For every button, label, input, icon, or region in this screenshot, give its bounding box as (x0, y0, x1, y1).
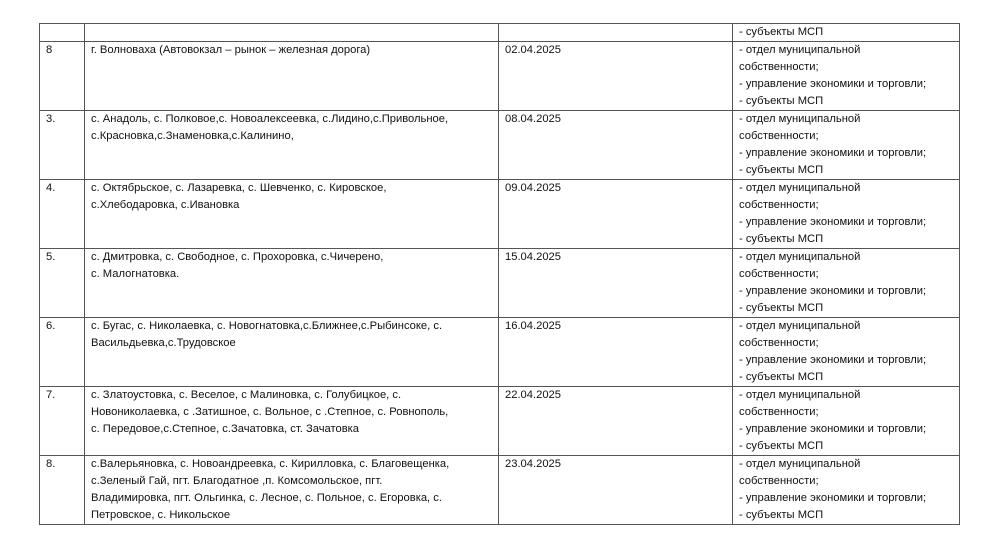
responsible-line: - субъекты МСП (739, 26, 824, 38)
table-row (40, 42, 960, 111)
responsible-line: - управление экономики и торговли; (739, 423, 927, 435)
responsible-line: - субъекты МСП (739, 440, 824, 452)
locations-line: с.Валерьяновка, с. Новоандреевка, с. Кирилловка, с. Благовещенка, (91, 458, 450, 470)
responsible-cell (733, 249, 960, 318)
responsible-line: - отдел муниципальной (739, 113, 861, 125)
responsible-cell (733, 387, 960, 456)
responsible-line: - субъекты МСП (739, 302, 824, 314)
date-cell: 15.04.2025 (499, 249, 733, 318)
locations-line: с. Анадоль, с. Полковое,с. Новоалексеевка, с.Лидино,с.Привольное, (91, 113, 449, 125)
locations-cell (85, 111, 499, 180)
locations-line: с.Зеленый Гай, пгт. Благодатное ,п. Комсомольское, пгт. (91, 475, 383, 487)
locations-cell (85, 42, 499, 111)
responsible-cell (733, 456, 960, 525)
locations-line: Владимировка, пгт. Ольгинка, с. Лесное, с. Польное, с. Егоровка, с. (91, 492, 442, 504)
responsible-line: - управление экономики и торговли; (739, 78, 927, 90)
locations-cell (85, 318, 499, 387)
locations-line: г. Волноваха (Автовокзал – рынок – железная дорога) (91, 44, 371, 56)
responsible-line: собственности; (739, 61, 819, 73)
locations-line: с. Златоустовка, с. Веселое, с Малиновка, с. Голубицкое, с. (91, 389, 402, 401)
schedule-table (39, 23, 960, 525)
responsible-cell (733, 180, 960, 249)
locations-cell (85, 387, 499, 456)
schedule-table-body (40, 24, 960, 525)
date-cell: 22.04.2025 (499, 387, 733, 456)
responsible-line: - управление экономики и торговли; (739, 216, 927, 228)
locations-line: с.Красновка,с.Знаменовка,с.Калинино, (91, 130, 294, 142)
date-cell: 09.04.2025 (499, 180, 733, 249)
responsible-line: собственности; (739, 406, 819, 418)
date-cell: 08.04.2025 (499, 111, 733, 180)
table-row (40, 180, 960, 249)
responsible-line: - управление экономики и торговли; (739, 285, 927, 297)
locations-line: с. Малогнатовка. (91, 268, 180, 280)
responsible-line: - субъекты МСП (739, 233, 824, 245)
responsible-cell (733, 111, 960, 180)
responsible-line: собственности; (739, 268, 819, 280)
row-number-cell: 6. (40, 318, 85, 387)
row-number-cell: 5. (40, 249, 85, 318)
row-number-cell (40, 24, 85, 42)
row-number-cell: 3. (40, 111, 85, 180)
responsible-cell (733, 318, 960, 387)
responsible-line: - отдел муниципальной (739, 458, 861, 470)
responsible-line: - управление экономики и торговли; (739, 147, 927, 159)
responsible-line: - отдел муниципальной (739, 389, 861, 401)
table-row (40, 111, 960, 180)
responsible-line: - отдел муниципальной (739, 251, 861, 263)
responsible-line: - субъекты МСП (739, 371, 824, 383)
locations-line: с. Передовое,с.Степное, с.Зачатовка, ст. Зачатовка (91, 423, 360, 435)
locations-line: с.Хлебодаровка, с.Ивановка (91, 199, 240, 211)
date-cell: 02.04.2025 (499, 42, 733, 111)
locations-cell (85, 456, 499, 525)
date-cell: 16.04.2025 (499, 318, 733, 387)
locations-line: с. Дмитровка, с. Свободное, с. Прохоровка, с.Чичерено, (91, 251, 384, 263)
locations-line: с. Октябрьское, с. Лазаревка, с. Шевченко, с. Кировское, (91, 182, 387, 194)
responsible-line: - отдел муниципальной (739, 182, 861, 194)
responsible-line: - управление экономики и торговли; (739, 492, 927, 504)
table-row (40, 387, 960, 456)
date-cell (499, 24, 733, 42)
table-row (40, 24, 960, 42)
row-number-cell: 7. (40, 387, 85, 456)
responsible-line: - субъекты МСП (739, 509, 824, 521)
responsible-line: - отдел муниципальной (739, 44, 861, 56)
row-number-cell: 8 (40, 42, 85, 111)
date-cell: 23.04.2025 (499, 456, 733, 525)
responsible-cell (733, 42, 960, 111)
responsible-line: собственности; (739, 130, 819, 142)
table-row (40, 456, 960, 525)
locations-cell (85, 180, 499, 249)
locations-cell (85, 24, 499, 42)
responsible-line: - субъекты МСП (739, 164, 824, 176)
locations-cell (85, 249, 499, 318)
locations-line: с. Бугас, с. Николаевка, с. Новогнатовка,с.Ближнее,с.Рыбинсоке, с. (91, 320, 443, 332)
responsible-line: собственности; (739, 199, 819, 211)
locations-line: Петровское, с. Никольское (91, 509, 231, 521)
row-number-cell: 4. (40, 180, 85, 249)
responsible-line: - субъекты МСП (739, 95, 824, 107)
responsible-line: собственности; (739, 475, 819, 487)
table-row (40, 318, 960, 387)
table-row (40, 249, 960, 318)
responsible-line: - управление экономики и торговли; (739, 354, 927, 366)
responsible-line: собственности; (739, 337, 819, 349)
locations-line: Новониколаевка, с .Затишное, с. Вольное, с .Степное, с. Ровнополь, (91, 406, 449, 418)
locations-line: Васильдьевка,с.Трудовское (91, 337, 236, 349)
row-number-cell: 8. (40, 456, 85, 525)
responsible-line: - отдел муниципальной (739, 320, 861, 332)
responsible-cell (733, 24, 960, 42)
